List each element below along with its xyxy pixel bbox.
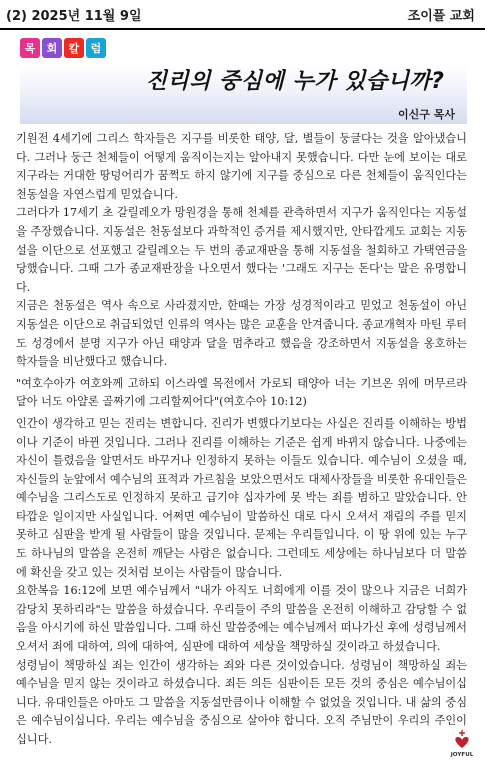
article-paragraph-1: 기원전 4세기에 그리스 학자들은 지구를 비롯한 태양, 달, 별들이 둥글다는 것을 알아냈습니다. 그러나 둥근 천체들이 어떻게 움직이는지는 알아내지 못했습니다. 다만 눈에 보이는 대로 지구라는 거대한 땅덩어리가 꿈쩍도 하지 않기에 지구를 중심으로 다른 천체들이 움직인다는 천동설을 자연스럽게 믿었습니다. [16, 132, 467, 201]
article-body [16, 130, 467, 750]
article-paragraph-4: 인간이 생각하고 믿는 진리는 변합니다. 진리가 변했다기보다는 사실은 진리를 이해하는 방법이나 기준이 바뀐 것입니다. 그러나 진리를 이해하는 기준은 쉽게 바뀌지 않습니다. 나중에는 자신이 틀렸음을 알면서도 바꾸거나 인정하지 못하는 이들도 있습니다. 예수님이 오셨을 때, 자신들의 눈앞에서 예수님의 표적과 가르침을 보았으면서도 대제사장들을 비롯한 유대인들은 예수님을 그리스도로 인정하지 못하고 급기야 십자가에 못 박는 죄를 범하고 말았습니다. 안타깝운 일이지만 사실입니다. 어쩌면 예수님이 말씀하신 대로 다시 오셔서 재림의 주를 믿지 못하고 심판을 받게 될 사람들이 많을 것입니다. 문제는 우리들입니다. 이 땅 위에 있는 누구도 하나님의 말씀을 온전히 깨닫는 사람은 없습니다. 그런데도 세상에는 하나님보다 더 말씀에 확신을 갖고 있는 것처럼 보이는 사람들이 많습니다. [16, 416, 467, 579]
scripture-quote: "여호수아가 여호와께 고하되 이스라엘 목전에서 가로되 태양아 너는 기브온 위에 머무르라 달아 너도 아얄론 골짜기에 그리할찌어다"(여호수아 10:12) [16, 376, 467, 409]
article-paragraph-3: 지금은 천동설은 역사 속으로 사라졌지만, 한때는 가장 성경적이라고 믿었고 천동설이 아닌 지동설은 이단으로 취급되었던 인류의 역사는 많은 교훈을 안겨줍니다. 종교개혁자 마틴 루터도 성경에서 분명 지구가 아닌 태양과 달을 멈추라고 했음을 강조하면서 지동설을 옹호하는 학자들을 비난했다고 했습니다. [16, 299, 467, 369]
page-header [0, 0, 485, 30]
article-paragraph-2: 그러다가 17세기 초 갈릴레오가 망원경을 통해 천체를 관측하면서 지구가 움직인다는 지동설을 주장했습니다. 지동설은 천동설보다 과학적인 증거를 제시했지만, 안타깝게도 교회는 지동설을 이단으로 선포했고 갈릴레오는 두 번의 종교재판을 통해 지동설을 철회하고 가택연금을 당했습니다. 그때 그가 종교재판장을 나오면서 했다는 '그래도 지구는 돈다'는 말은 유명합니다. [16, 206, 467, 294]
church-heart-logo-icon [449, 727, 475, 759]
column-title: 진리의 중심에 누가 있습니까? [145, 69, 445, 94]
column-label-tiles [20, 38, 106, 58]
column-tile-1: 목 [20, 38, 40, 58]
article-paragraph-5: 요한복음 16:12에 보면 예수님께서 "내가 아직도 너희에게 이를 것이 많으나 지금은 너희가 감당치 못하리라"는 말씀을 하셨습니다. 우리들이 주의 말씀을 온전히 이해하고 감당할 수 없음을 아시기에 하신 말씀입니다. 그때 하신 말씀중에는 예수님께서 떠나가신 후에 성령님께서 오셔서 죄에 대하여, 의에 대하여, 심판에 대하여 세상을 책망하실 것이라고 하셨습니다. [16, 584, 467, 654]
column-author: 이신구 목사 [398, 108, 455, 121]
column-tile-2: 회 [42, 38, 62, 58]
column-tile-4: 럼 [86, 38, 106, 58]
column-tile-3: 칼 [64, 38, 84, 58]
article-paragraph-6: 성령님이 책망하실 죄는 인간이 생각하는 죄와 다른 것이었습니다. 성령님이 책망하실 죄는 예수님을 믿지 않는 것이라고 하셨습니다. 죄든 의든 심판이든 모든 것의 중심은 예수님이십니다. 유대인들은 아마도 그 말씀을 지동설만큼이나 이해할 수 없었을 것입니다. 내 삶의 중심은 예수님이십니다. 우리는 예수님을 중심으로 살아야 합니다. 오직 주님만이 우리의 주인이십니다. [16, 658, 467, 746]
column-banner [20, 34, 467, 124]
svg-text:JOYFUL: JOYFUL [450, 752, 474, 758]
church-name: 조이플 교회 [407, 9, 475, 24]
bulletin-date: (2) 2025년 11월 9일 [6, 9, 142, 24]
